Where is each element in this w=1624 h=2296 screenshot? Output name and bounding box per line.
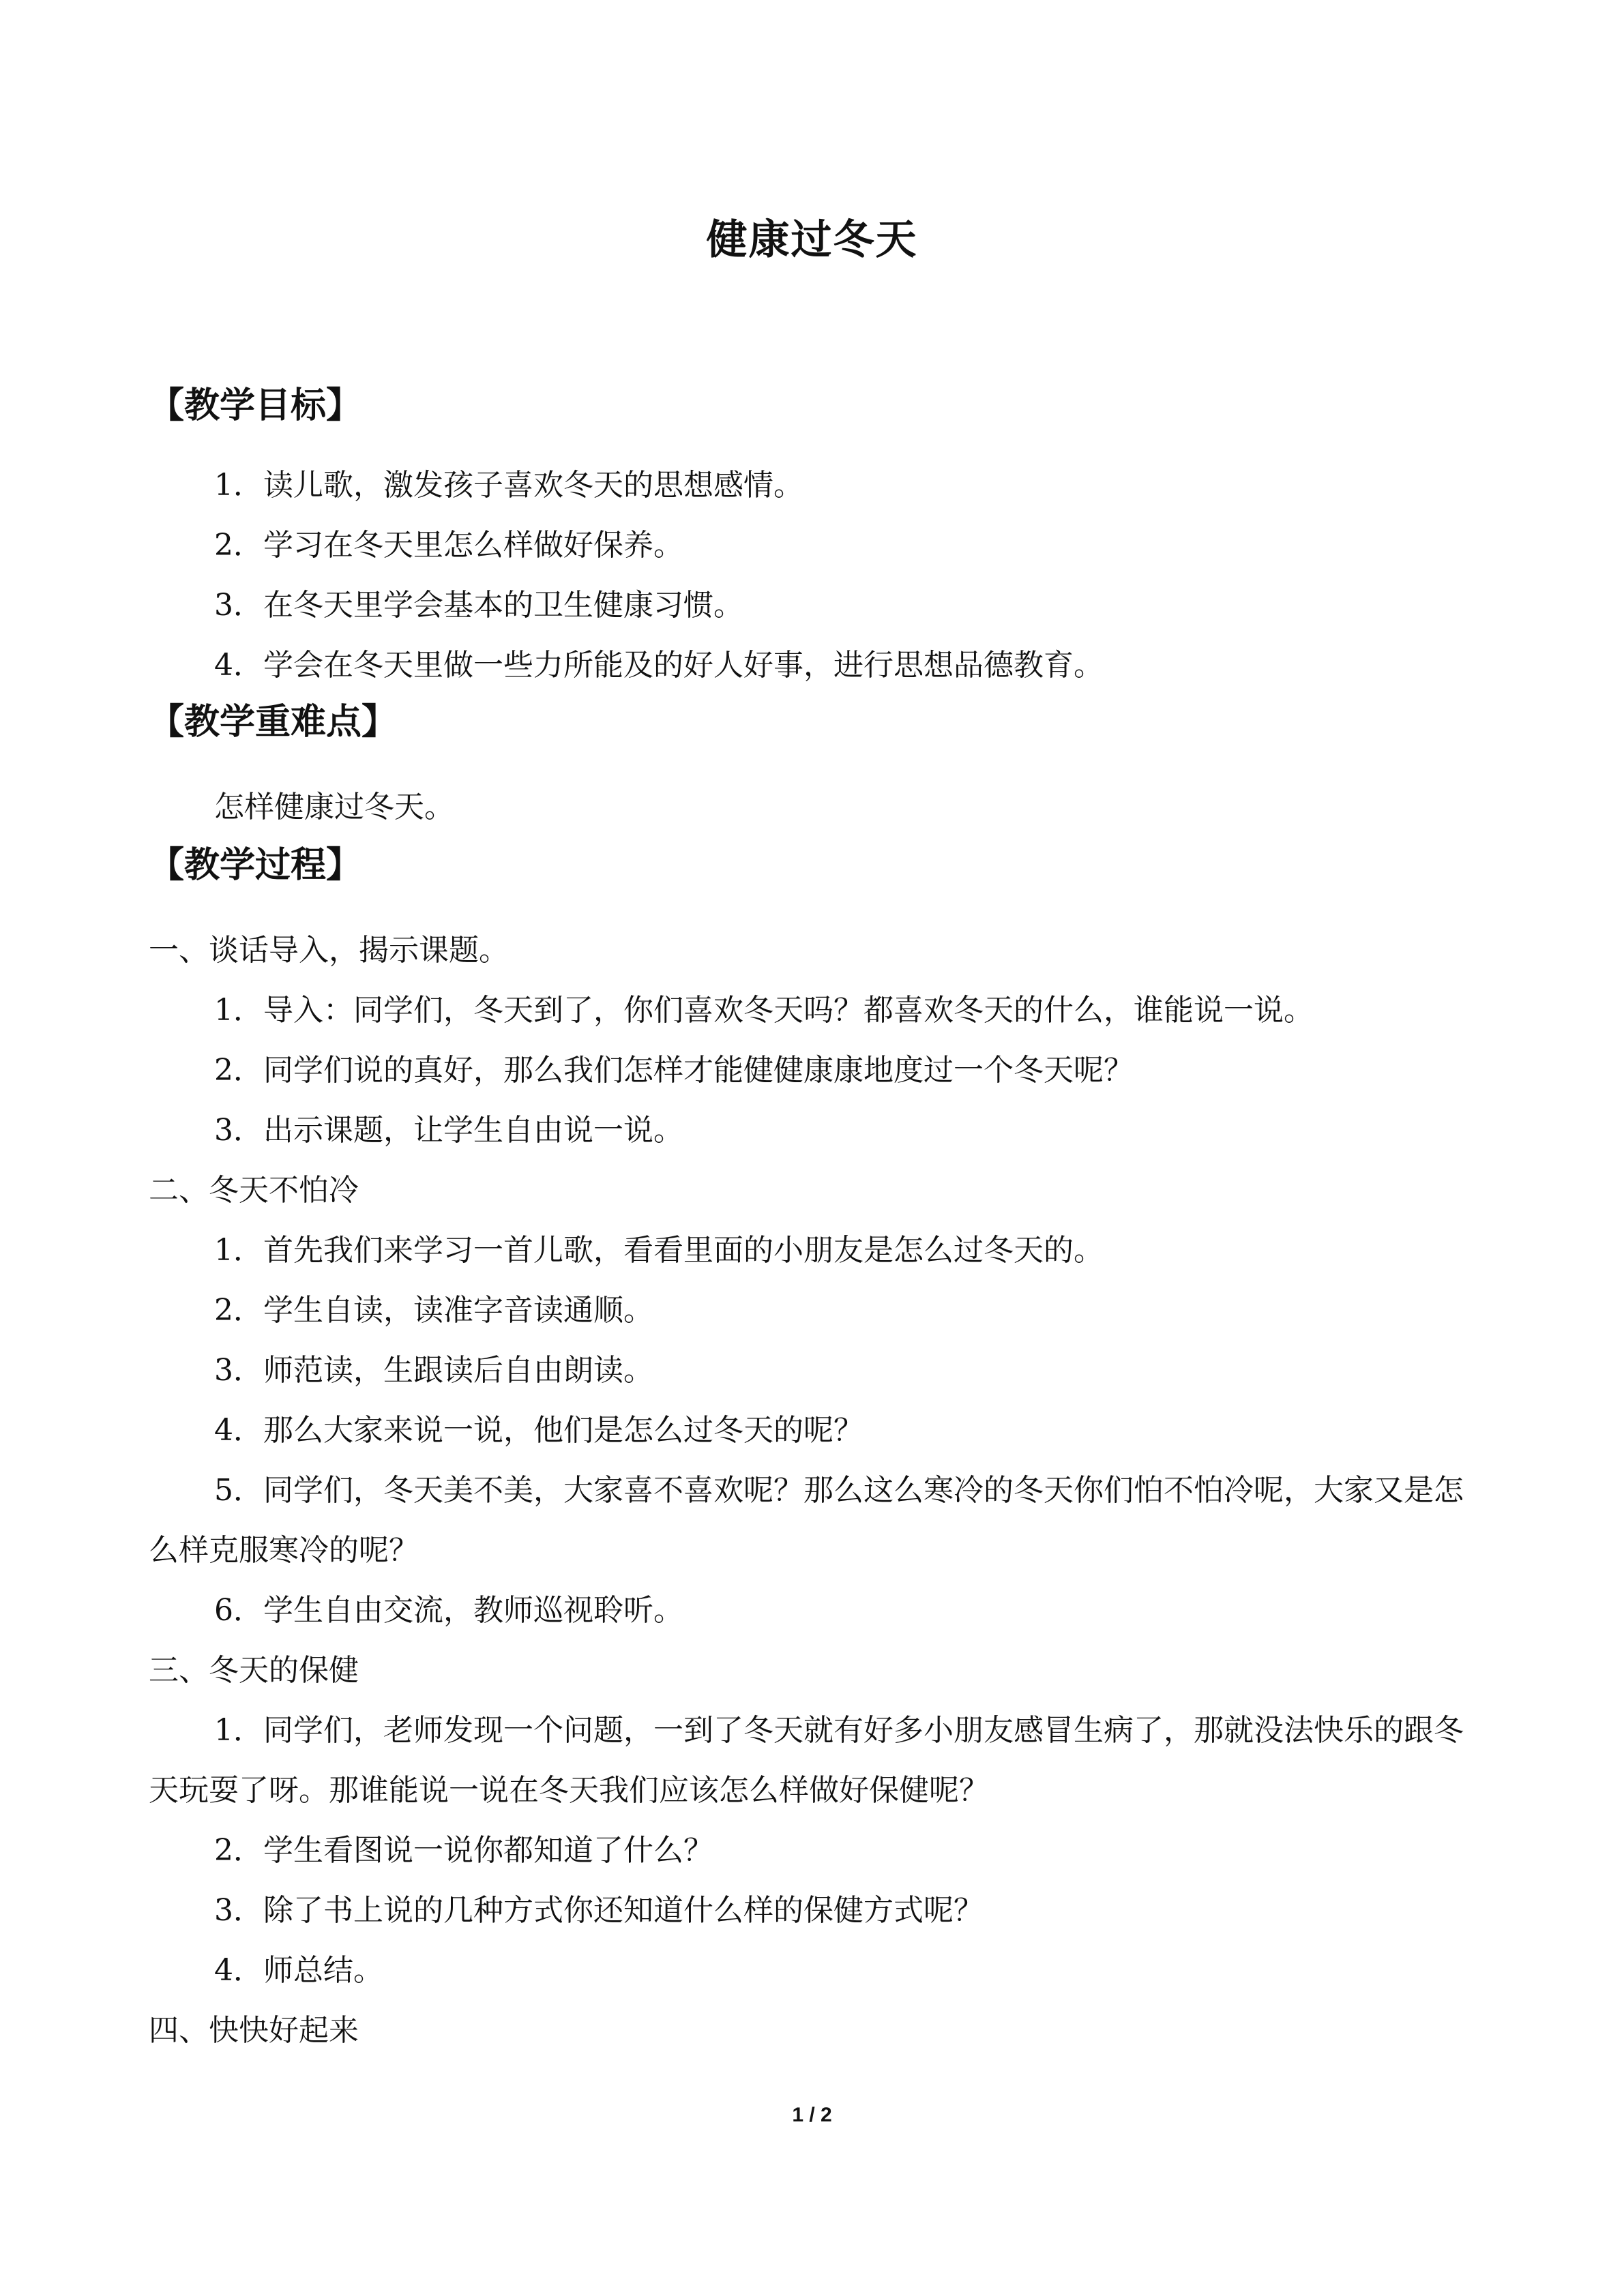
goal-item: 2．学习在冬天里怎么样做好保养。 (214, 528, 683, 563)
process-item: 2．学生看图说一说你都知道了什么？ (214, 1833, 713, 1868)
process-item: 5．同学们，冬天美不美，大家喜不喜欢呢？那么这么寒冷的冬天你们怕不怕冷呢，大家又是怎么样克服寒冷的呢？ (149, 1473, 1464, 1568)
process-item: 3．师范读，生跟读后自由朗读。 (214, 1353, 653, 1388)
process-item: 4．那么大家来说一说，他们是怎么过冬天的呢？ (214, 1413, 863, 1448)
goal-item: 1．读儿歌，激发孩子喜欢冬天的思想感情。 (214, 468, 803, 503)
process-item: 1．首先我们来学习一首儿歌，看看里面的小朋友是怎么过冬天的。 (214, 1233, 1104, 1268)
process-item: 3．除了书上说的几种方式你还知道什么样的保健方式呢？ (214, 1893, 984, 1928)
process-item: 6．学生自由交流，教师巡视聆听。 (214, 1593, 683, 1628)
process-item: 2．同学们说的真好，那么我们怎样才能健健康康地度过一个冬天呢？ (214, 1053, 1134, 1088)
process-item: 1．同学们，老师发现一个问题，一到了冬天就有好多小朋友感冒生病了，那就没法快乐的跟冬天玩耍了呀。那谁能说一说在冬天我们应该怎么样做好保健呢？ (149, 1713, 1464, 1808)
page-number: 1 / 2 (792, 2104, 832, 2126)
document-body (149, 382, 1475, 2061)
section-heading-process: 【教学过程】 (149, 845, 362, 886)
process-item: 2．学生自读，读准字音读通顺。 (214, 1293, 653, 1328)
process-part-title: 四、快快好起来 (149, 2013, 359, 2048)
process-item: 4．师总结。 (214, 1953, 383, 1988)
page-title: 健康过冬天 (706, 216, 918, 264)
process-part-title: 二、冬天不怕冷 (149, 1173, 359, 1208)
process-part-title: 一、谈话导入，揭示课题。 (149, 933, 509, 968)
key-points-text: 怎样健康过冬天。 (214, 790, 454, 824)
process-item: 3．出示课题，让学生自由说一说。 (214, 1113, 683, 1148)
goal-item: 4．学会在冬天里做一些力所能及的好人好事，进行思想品德教育。 (214, 648, 1104, 683)
process-part-title: 三、冬天的保健 (149, 1653, 359, 1688)
section-heading-key-points: 【教学重难点】 (149, 702, 398, 743)
goal-item: 3．在冬天里学会基本的卫生健康习惯。 (214, 588, 743, 623)
process-item: 1．导入：同学们，冬天到了，你们喜欢冬天吗？都喜欢冬天的什么，谁能说一说。 (214, 993, 1314, 1028)
section-heading-goals: 【教学目标】 (149, 385, 362, 426)
